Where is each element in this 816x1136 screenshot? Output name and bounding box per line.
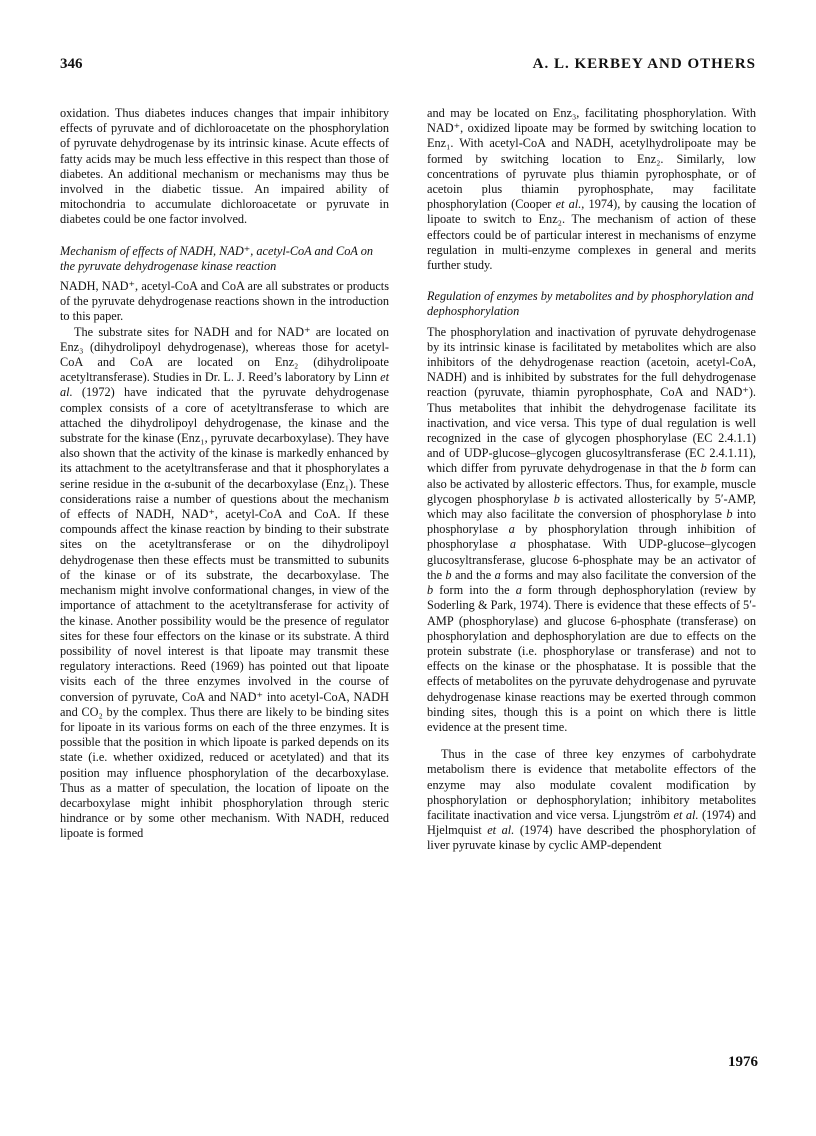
section-heading: Regulation of enzymes by metabolites and by phosphorylation and dephosphorylation: [427, 289, 754, 319]
paragraph: The substrate sites for NADH and for NAD⁺ are located on Enz₃ (dihydrolipoyl dehydrogenase), whereas those for acetyl-CoA and CoA are located on Enz₂ (dihydrolipoate acetyltransferase). Studies in Dr. L. J. Reed’s laboratory by Linn et al. (1972) have indicated that the pyruvate dehydrogenase complex consists of a core of acetyltransferase to which are attached the dihydrolipoyl dehydrogenase, the kinase and the substrate for the kinase (Enz₁, pyruvate decarboxylase). They have also shown that the activity of the kinase is markedly enhanced by its attachment to the acetyltransferase and that it phosphorylates a serine residue in the α-subunit of the decarboxylase (Enz₁). These considerations raise a number of questions about the mechanism of effects of NADH, NAD⁺, acetyl-CoA and CoA. If these compounds affect the kinase reaction by binding to their substrate sites on the acetyltransferase or on the dihydrolipoyl dehydrogenase then these effects must be transmitted to subunits of the kinase or of its substrate, the decarboxylase. The mechanism might involve conformational changes, in view of the importance of attachment to the acetyltransferase for activity of the kinase. Another possibility would be the presence of regulator sites for these four effectors on the kinase or its substrate. A third possibility of novel interest is that lipoate may transmit these regulatory interactions. Reed (1969) has pointed out that lipoate visits each of the three enzymes involved in the course of conversion of pyruvate, CoA and NAD⁺ into acetyl-CoA, NADH and CO₂ by the complex. Thus there are likely to be binding sites for lipoate in its various forms on each of the three enzymes. It is possible that the position in which lipoate is parked depends on its state (i.e. whether oxidized, reduced or acetylated) and that its position may influence phosphorylation of the decarboxylase. Thus as a matter of speculation, the location of lipoate on the decarboxylase might inhibit phosphorylation through steric hindrance or by some other mechanism. With NADH, reduced lipoate is formed: [60, 324, 389, 841]
paragraph: and may be located on Enz₃, facilitating phosphorylation. With NAD⁺, oxidized lipoate may be formed by switching location to Enz₁. With acetyl-CoA and NADH, acetylhydrolipoate may be formed by switching location to Enz₂. Similarly, low concentrations of pyruvate plus thiamin pyrophosphate, or of acetoin plus thiamin pyrophosphate, may facilitate phosphorylation (Cooper et al., 1974), by causing the location of lipoate to switch to Enz₂. The mechanism of action of these effectors could be of particular interest in mechanisms of enzyme regulation in multi-enzyme complexes in general and merits further study.: [427, 106, 756, 273]
paragraph: NADH, NAD⁺, acetyl-CoA and CoA are all substrates or products of the pyruvate dehydrogenase reactions shown in the introduction to this paper.: [60, 279, 389, 324]
paragraph: oxidation. Thus diabetes induces changes that impair inhibitory effects of pyruvate and of dichloroacetate on the phosphorylation of pyruvate dehydrogenase by its intrinsic kinase. Acute effects of fatty acids may be much less effective in this respect than those of diabetes. An additional mechanism or mechanisms may thus be involved in the diabetic tissue. An impaired ability of mitochondria to accumulate dichloroacetate or pyruvate in diabetes could be one factor involved.: [60, 106, 389, 227]
right-column: [427, 106, 756, 854]
left-column: [60, 106, 389, 842]
section-heading: Mechanism of effects of NADH, NAD⁺, acetyl-CoA and CoA on the pyruvate dehydrogenase kinase reaction: [60, 243, 374, 273]
paragraph: Thus in the case of three key enzymes of carbohydrate metabolism there is evidence that metabolite effectors of the enzyme may also modulate covalent modification by phosphorylation or dephosphorylation; inhibitory metabolites facilitate inactivation and vice versa. Ljungström et al. (1974) and Hjelmquist et al. (1974) have described the phosphorylation of liver pyruvate kinase by cyclic AMP-dependent: [427, 747, 756, 853]
page-number: 346: [60, 56, 83, 72]
paragraph: The phosphorylation and inactivation of pyruvate dehydrogenase by its intrinsic kinase is facilitated by metabolites which are also inhibitors of the dehydrogenase reaction (acetoin, acetyl-CoA, NADH) and is inhibited by substrates for the full dehydrogenase reaction (pyruvate, thiamin pyrophosphate, CoA and NAD⁺). Thus metabolites that inhibit the dehydrogenase facilitate its inactivation, and vice versa. This type of dual regulation is well recognized in the case of glycogen phosphorylase (EC 2.4.1.1) and of UDP-glucose–glycogen glucosyltransferase (EC 2.4.1.11), which differ from pyruvate dehydrogenase in that the b form can also be activated by allosteric effectors. Thus, for example, muscle glycogen phosphorylase b is activated allosterically by 5′-AMP, which may also facilitate the conversion of phosphorylase b into phosphorylase a by phosphorylation through inhibition of phosphorylase a phosphatase. With UDP-glucose–glycogen glucosyltransferase, glucose 6-phosphate may be an activator of the b and the a forms and may also facilitate the conversion of the b form into the a form through dephosphorylation (review by Soderling & Park, 1974). There is evidence that these effects of 5′-AMP (phosphorylase) and glucose 6-phosphate (transferase) on phosphorylation and dephosphorylation are due to effects on the protein substrate (i.e. phosphorylase or transferase) and not to effects on the kinase or the phosphatase. It is possible that the effects of metabolites on the pyruvate dehydrogenase and pyruvate dehydrogenase kinase reactions may be exerted through common binding sites, though this is a point on which there is little evidence at the present time.: [427, 324, 757, 734]
running-head: A. L. KERBEY AND OTHERS: [532, 56, 756, 72]
page-header: [60, 56, 756, 80]
footer-year: 1976: [728, 1054, 758, 1070]
